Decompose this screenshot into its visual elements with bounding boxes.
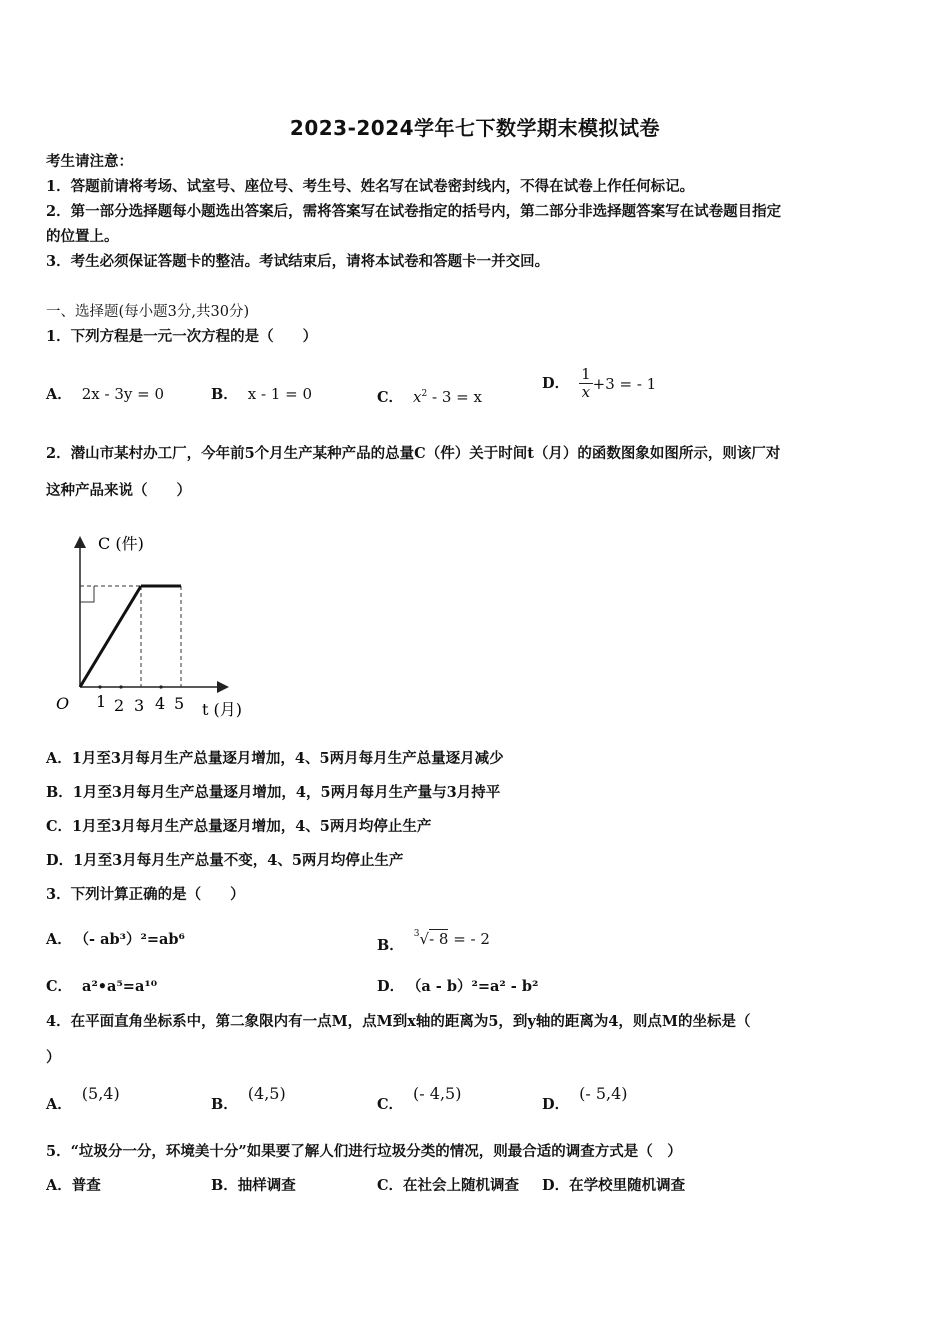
small-marker: [80, 586, 94, 602]
graph-tick-1: 1: [96, 692, 107, 711]
q4-d-label: D．: [542, 1096, 570, 1113]
q1-option-d: [542, 366, 656, 401]
rising-segment: [80, 586, 141, 687]
q4-option-b: [211, 1084, 286, 1115]
q2-option-a: A．1月至3月每月生产总量逐月增加，4、5两月每月生产总量逐月减少: [46, 750, 504, 767]
q3-d-label: D．: [377, 978, 405, 995]
q5-option-b: B．抽样调查: [211, 1177, 296, 1194]
q2-stem-line1: 2．潜山市某村办工厂，今年前5个月生产某种产品的总量C（件）关于时间t（月）的函数图象如图所示，则该厂对: [46, 445, 781, 462]
q4-d-expr: (- 5,4): [579, 1084, 628, 1103]
q3-b-radicand: - 8: [429, 930, 449, 948]
q3-option-d: [377, 977, 538, 997]
notice-item-1: 1．答题前请将考场、试室号、座位号、考生号、姓名写在试卷密封线内，不得在试卷上作任何标记。: [46, 178, 695, 195]
q5-option-c: C．在社会上随机调查: [377, 1177, 520, 1194]
graph-tick-2: 2: [114, 696, 125, 715]
graph-y-label: C (件): [98, 534, 144, 553]
q4-c-expr: (- 4,5): [413, 1084, 462, 1103]
q2-stem-line2: 这种产品来说（ ）: [46, 482, 191, 499]
q1-a-label: A．: [46, 386, 72, 403]
graph-origin: O: [56, 694, 70, 713]
q5-option-d: D．在学校里随机调查: [542, 1177, 686, 1194]
q1-c-base: x: [413, 388, 422, 406]
q4-a-expr: (5,4): [81, 1084, 120, 1103]
q2-option-b: B．1月至3月每月生产总量逐月增加，4，5两月每月生产量与3月持平: [46, 784, 501, 801]
q2-option-d: D．1月至3月每月生产总量不变，4、5两月均停止生产: [46, 852, 404, 869]
q3-option-a: [46, 930, 185, 950]
q1-a-expr: 2x - 3y = 0: [81, 385, 165, 403]
q4-c-label: C．: [377, 1096, 404, 1113]
notice-item-3: 3．考生必须保证答题卡的整洁。考试结束后，请将本试卷和答题卡一并交回。: [46, 253, 550, 270]
q3-stem: 3．下列计算正确的是（ ）: [46, 886, 245, 903]
exam-title: 2023-2024学年七下数学期末模拟试卷: [289, 116, 661, 140]
q3-c-label: C．: [46, 978, 73, 995]
notice-item-2: 2．第一部分选择题每小题选出答案后，需将答案写在试卷指定的括号内，第二部分非选择题答案写在试卷题目指定: [46, 203, 782, 220]
q1-d-den: x: [581, 383, 591, 401]
q3-option-b: B．$^3$√- 8 = - 2: [377, 929, 490, 954]
q3-b-index: 3: [413, 929, 420, 939]
graph-x-label: t (月): [202, 700, 243, 719]
q3-d-expr: （a - b）²=a² - b²: [414, 978, 539, 995]
q1-option-b: [211, 384, 312, 405]
q4-option-d: [542, 1084, 628, 1115]
graph-tick-3: 3: [134, 696, 145, 715]
q4-option-c: [377, 1084, 461, 1115]
q1-c-rest: - 3 = x: [427, 388, 482, 406]
q3-b-rest: = - 2: [448, 930, 490, 948]
q1-d-fraction: [579, 366, 593, 401]
q1-b-label: B．: [211, 386, 238, 403]
q1-d-num: 1: [581, 365, 591, 383]
q4-stem-line2: ）: [46, 1049, 61, 1066]
section-heading: 一、选择题(每小题3分,共30分): [46, 304, 250, 320]
q3-c-expr: a²•a⁵=a¹⁰: [82, 978, 158, 995]
q2-option-c: C．1月至3月每月生产总量逐月增加，4、5两月均停止生产: [46, 818, 432, 835]
q5-option-a: A．普查: [46, 1177, 101, 1194]
graph-tick-4: 4: [155, 694, 166, 713]
q3-a-expr: （- ab³）²=ab⁶: [81, 931, 185, 948]
q4-option-a: [46, 1084, 120, 1115]
q4-a-label: A．: [46, 1096, 72, 1113]
notice-heading: 考生请注意：: [46, 153, 133, 170]
notice-item-2-cont: 的位置上。: [46, 228, 119, 245]
q4-b-label: B．: [211, 1096, 238, 1113]
q1-c-exp: 2: [421, 389, 428, 399]
q1-c-label: C．: [377, 389, 404, 406]
q1-b-expr: x - 1 = 0: [247, 385, 313, 403]
q1-option-a: [46, 384, 164, 405]
q4-stem-line1: 4．在平面直角坐标系中，第二象限内有一点M，点M到x轴的距离为5，到y轴的距离为4，则点M的坐标是（: [46, 1013, 751, 1030]
q3-a-label: A．: [46, 931, 72, 948]
q1-option-c: [377, 384, 482, 408]
graph-tick-5: 5: [174, 694, 185, 713]
production-graph: [46, 525, 266, 725]
q1-d-rest: +3 = - 1: [592, 374, 657, 393]
q1-stem: 1．下列方程是一元一次方程的是（ ）: [46, 328, 318, 345]
q5-stem: 5．“垃圾分一分，环境美十分”如果要了解人们进行垃圾分类的情况，则最合适的调查方式是（ ）: [46, 1143, 682, 1160]
q3-option-c: [46, 977, 157, 997]
q4-b-expr: (4,5): [247, 1084, 286, 1103]
q1-d-label: D．: [542, 374, 570, 392]
q3-b-label: B．: [377, 937, 404, 954]
